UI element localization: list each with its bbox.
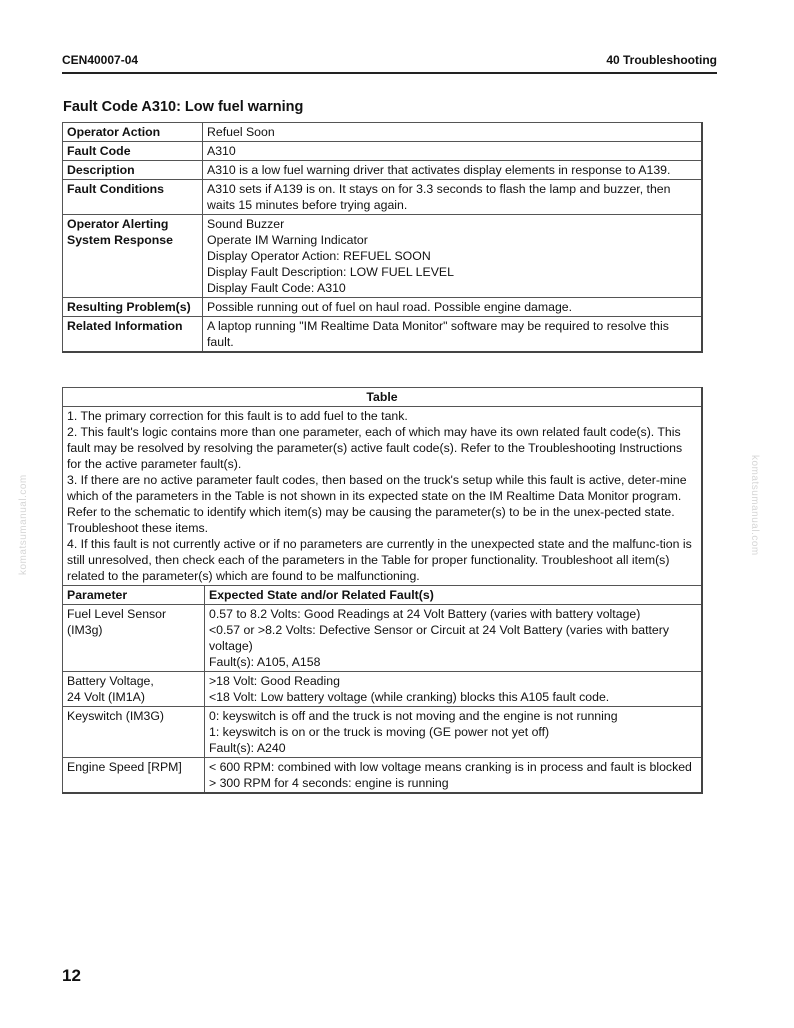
row-label: Fault Code (63, 142, 203, 161)
row-value: Sound Buzzer Operate IM Warning Indicator Display Operator Action: REFUEL SOON Display Fault Description: LOW FUEL LEVEL Display Fault Code: A310 (203, 215, 703, 298)
row-label: Fault Conditions (63, 180, 203, 215)
row-value: A310 is a low fuel warning driver that activates display elements in response to A139. (203, 161, 703, 180)
table-title: Table (63, 388, 703, 407)
table-row (63, 605, 703, 672)
row-label: Related Information (63, 317, 203, 353)
table-title-row (63, 388, 703, 407)
state-cell: 0: keyswitch is off and the truck is not moving and the engine is not running 1: keyswitch is on or the truck is moving (GE power not yet off) Fault(s): A240 (205, 707, 703, 758)
parameter-cell: Keyswitch (IM3G) (63, 707, 205, 758)
table-row (63, 298, 703, 317)
parameter-cell: Fuel Level Sensor (IM3g) (63, 605, 205, 672)
table-row (63, 707, 703, 758)
table-row (63, 142, 703, 161)
column-header-parameter: Parameter (63, 586, 205, 605)
notes-row (63, 407, 703, 586)
row-value: A laptop running "IM Realtime Data Monitor" software may be required to resolve this fault. (203, 317, 703, 353)
parameter-cell: Engine Speed [RPM] (63, 758, 205, 794)
table-row (63, 317, 703, 353)
row-label: Resulting Problem(s) (63, 298, 203, 317)
table-row (63, 161, 703, 180)
page-header (62, 52, 717, 74)
table-row (63, 672, 703, 707)
fault-info-table (62, 122, 703, 353)
table-row (63, 758, 703, 794)
state-cell: 0.57 to 8.2 Volts: Good Readings at 24 Volt Battery (varies with battery voltage) <0.57 or >8.2 Volts: Defective Sensor or Circuit at 24 Volt Battery (varies with battery voltage) Fault(s): A105, A158 (205, 605, 703, 672)
row-label: Operator Action (63, 123, 203, 142)
table-header-row (63, 586, 703, 605)
state-cell: >18 Volt: Good Reading <18 Volt: Low battery voltage (while cranking) blocks this A105 fault code. (205, 672, 703, 707)
parameter-table (62, 387, 703, 794)
watermark-left: komatsumanual.com (18, 474, 29, 575)
state-cell: < 600 RPM: combined with low voltage means cranking is in process and fault is blocked > 300 RPM for 4 seconds: engine is running (205, 758, 703, 794)
document-id: CEN40007-04 (62, 53, 139, 67)
table-row (63, 215, 703, 298)
row-value: A310 sets if A139 is on. It stays on for 3.3 seconds to flash the lamp and buzzer, then waits 15 minutes before trying again. (203, 180, 703, 215)
row-value: Refuel Soon (203, 123, 703, 142)
troubleshooting-notes: 1. The primary correction for this fault is to add fuel to the tank. 2. This fault's logic contains more than one parameter, each of which may have its own related fault code(s). This fault may be resolved by resolving the parameter(s) active fault code(s). Refer to the Troubleshooting Instructions for the active parameter fault(s). 3. If there are no active parameter fault codes, then based on the truck's setup while this fault is active, deter-mine which of the parameters in the Table is not shown in its expected state on the IM Realtime Data Monitor program. Refer to the schematic to identify which item(s) may be causing the parameter(s) to be in the unex-pected state. Troubleshoot these items. 4. If this fault is not currently active or if no parameters are currently in the unexpected state and the malfunc-tion is still unresolved, then check each of the parameters in the Table for proper functionality. Troubleshoot all item(s) related to the parameter(s) which are found to be malfunctioning. (63, 407, 703, 586)
row-label: Operator Alerting System Response (63, 215, 203, 298)
row-label: Description (63, 161, 203, 180)
watermark-right: komatsumanual.com (749, 455, 760, 556)
row-value: Possible running out of fuel on haul road. Possible engine damage. (203, 298, 703, 317)
column-header-expected-state: Expected State and/or Related Fault(s) (205, 586, 703, 605)
section-name: 40 Troubleshooting (606, 53, 717, 67)
page-number: 12 (62, 966, 81, 985)
table-row (63, 123, 703, 142)
page-title: Fault Code A310: Low fuel warning (63, 99, 304, 115)
row-value: A310 (203, 142, 703, 161)
parameter-cell: Battery Voltage, 24 Volt (IM1A) (63, 672, 205, 707)
table-row (63, 180, 703, 215)
